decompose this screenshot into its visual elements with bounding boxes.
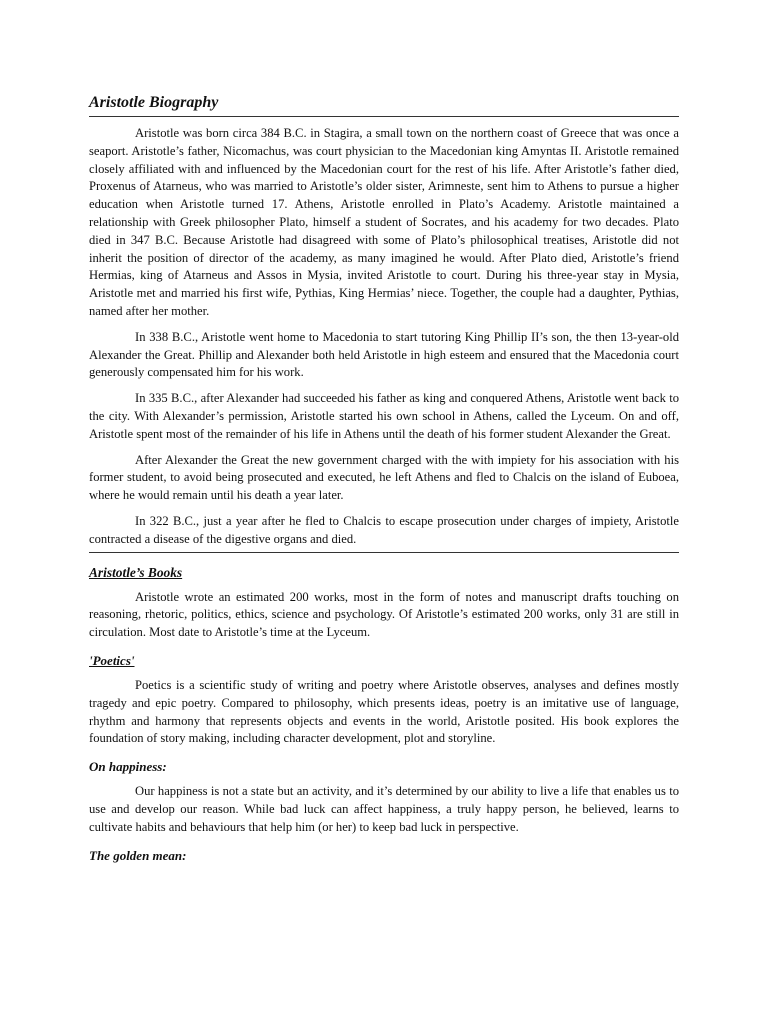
happiness-heading: On happiness: <box>89 759 167 775</box>
document-page <box>89 92 679 865</box>
biography-paragraph-4: After Alexander the Great the new government charged with the with impiety for his association with his former student, to avoid being prosecuted and executed, he left Athens and fled to Chalcis on the island of Euboea, where he would remain until his death a year later. <box>89 452 679 503</box>
poetics-heading: 'Poetics' <box>89 652 135 668</box>
biography-paragraph-5: In 322 B.C., just a year after he fled to Chalcis to escape prosecution under charges of impiety, Aristotle contracted a disease of the digestive organs and died. <box>89 513 679 546</box>
page-title: Aristotle Biography <box>89 92 679 117</box>
poetics-paragraph: Poetics is a scientific study of writing and poetry where Aristotle observes, analyses and defines mostly tragedy and epic poetry. Compared to philosophy, which presents ideas, poetry is an imitative use of language, rhythm and harmony that represents objects and events in the world, Aristotle posited. His book explores the foundation of story making, including character development, plot and storyline. <box>89 677 679 746</box>
happiness-paragraph: Our happiness is not a state but an activity, and it’s determined by our ability to live a life that enables us to use and develop our reason. While bad luck can affect happiness, a truly happy person, he believed, learns to cultivate habits and behaviours that help him (or her) to keep bad luck in perspective. <box>89 784 679 834</box>
biography-paragraph-2: In 338 B.C., Aristotle went home to Macedonia to start tutoring King Phillip II’s son, the then 13-year-old Alexander the Great. Phillip and Alexander both held Aristotle in high esteem and ensured that the Macedonia court generously compensated him for his work. <box>89 329 679 380</box>
books-heading: Aristotle’s Books <box>89 564 183 580</box>
books-intro-paragraph: Aristotle wrote an estimated 200 works, most in the form of notes and manuscript drafts touching on reasoning, rhetoric, politics, ethics, science and psychology. Of Aristotle’s estimated 200 works, only 31 are still in circulation. Most date to Aristotle’s time at the Lyceum. <box>89 589 679 640</box>
section-divider <box>89 552 679 865</box>
biography-paragraph-3: In 335 B.C., after Alexander had succeeded his father as king and conquered Athens, Aristotle went back to the city. With Alexander’s permission, Aristotle started his own school in Athens, called the Lyceum. On and off, Aristotle spent most of the remainder of his life in Athens until the death of his former student Alexander the Great. <box>89 391 679 441</box>
biography-paragraph-1: Aristotle was born circa 384 B.C. in Stagira, a small town on the northern coast of Greece that was once a seaport. Aristotle’s father, Nicomachus, was court physician to the Macedonian king Amyntas II. Aristotle remained closely affiliated with and influenced by the Macedonian court for the rest of his life. After Aristotle’s father died, Proxenus of Atarneus, who was married to Aristotle’s older sister, Arimneste, sent him to Athens to pursue a higher education when Aristotle turned 17. Athens, Aristotle enrolled in Plato’s Academy. Aristotle maintained a relationship with Greek philosopher Plato, himself a student of Socrates, and his academy for two decades. Plato died in 347 B.C. Because Aristotle had disagreed with some of Plato’s philosophical treatises, Aristotle did not inherit the position of director of the academy, as many imagined he would. After Plato died, Aristotle’s friend Hermias, king of Atarneus and Assos in Mysia, invited Aristotle to court. During his three-year stay in Mysia, Aristotle met and married his first wife, Pythias, King Hermias’ niece. Together, the couple had a daughter, Pythias, named after her mother. <box>89 126 679 318</box>
golden-mean-heading: The golden mean: <box>89 847 187 863</box>
